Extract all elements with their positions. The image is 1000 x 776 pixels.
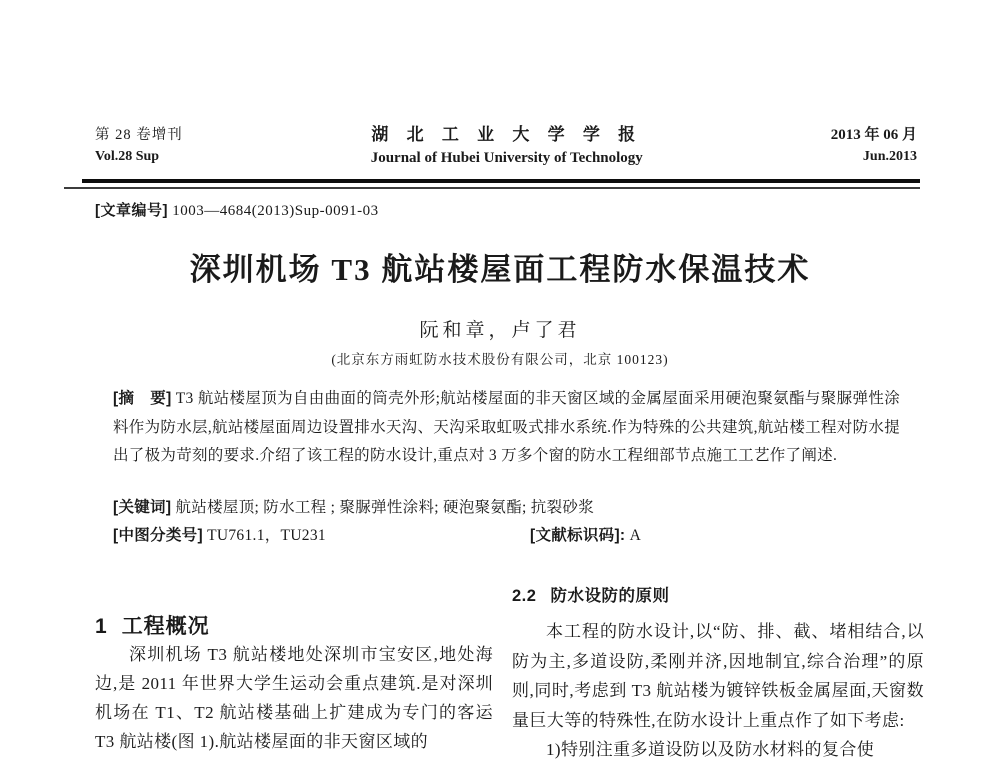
abstract-block <box>113 385 900 471</box>
keywords-line <box>113 495 900 517</box>
clc-label: [中图分类号] <box>113 527 203 544</box>
section-2-2-number: 2.2 <box>512 587 537 605</box>
left-column <box>95 610 493 756</box>
volume-en: Vol.28 Sup <box>95 149 160 164</box>
section-1-paragraph: 深圳机场 T3 航站楼地处深圳市宝安区,地处海边,是 2011 年世界大学生运动会重点建筑.是对深圳机场在 T1、T2 航站楼基础上扩建成为专门的客运 T3 航站楼(图 1).航站楼屋面的非天窗区域的 <box>95 645 493 751</box>
header-right <box>831 124 917 168</box>
affiliation: (北京东方雨虹防水技术股份有限公司，北京 100123) <box>331 352 669 367</box>
section-2-2-title: 防水设防的原则 <box>550 587 670 605</box>
right-column <box>512 582 924 765</box>
journal-header <box>95 124 917 170</box>
volume-cn: 第 28 卷增刊 <box>95 127 183 143</box>
doc-code-label: [文献标识码]: <box>530 527 626 544</box>
abstract-text: T3 航站楼屋顶为自由曲面的筒壳外形;航站楼屋面的非天窗区域的金属屋面采用硬泡聚氨酯与聚脲弹性涂料作为防水层,航站楼屋面周边设置排水天沟、天沟采取虹吸式排水系统.作为特殊的公共建筑,航站楼工程对防水提出了极为苛刻的要求.介绍了该工程的防水设计,重点对 3 万多个窗的防水工程细部节点施工工艺作了阐述. <box>113 390 900 464</box>
keywords-text: 航站楼屋顶; 防水工程 ; 聚脲弹性涂料; 硬泡聚氨酯; 抗裂砂浆 <box>171 499 595 516</box>
paper-title: 深圳机场 T3 航站楼屋面工程防水保温技术 <box>189 252 811 287</box>
doc-code-value: A <box>625 527 642 544</box>
header-divider-thick <box>82 179 920 183</box>
article-id-label: [文章编号] <box>95 202 168 219</box>
header-divider-thin <box>64 187 920 189</box>
article-id-line <box>95 199 379 220</box>
clc-part <box>113 527 326 544</box>
issue-date-cn: 2013 年 06 月 <box>830 127 917 143</box>
classification-line <box>113 523 900 547</box>
issue-date-en: Jun.2013 <box>862 149 917 164</box>
section-2-2-item: 1)特别注重多道设防以及防水材料的复合使 <box>546 740 875 759</box>
header-left <box>95 124 183 168</box>
section-2-2-paragraph: 本工程的防水设计,以“防、排、截、堵相结合,以防为主,多道设防,柔刚并济,因地制宜,综合治理”的原则,同时,考虑到 T3 航站楼为镀锌铁板金属屋面,天窗数量巨大等的特殊性,在防水设计上重点作了如下考虑: <box>512 622 924 730</box>
section-1-heading <box>95 610 493 640</box>
section-1-number: 1 <box>95 615 108 638</box>
article-id-value: 1003—4684(2013)Sup-0091-03 <box>168 203 379 219</box>
header-center <box>183 124 831 170</box>
abstract-label: [摘 要] <box>113 390 172 407</box>
doc-code-part <box>530 523 641 545</box>
section-2-2-heading <box>512 582 924 606</box>
journal-name-cn: 湖 北 工 业 大 学 学 报 <box>371 125 643 144</box>
journal-name-en: Journal of Hubei University of Technology <box>370 150 643 166</box>
clc-value: TU761.1，TU231 <box>202 527 326 544</box>
section-1-title: 工程概况 <box>121 615 210 638</box>
keywords-label: [关键词] <box>113 499 172 516</box>
authors: 阮和章，卢了君 <box>419 320 581 341</box>
